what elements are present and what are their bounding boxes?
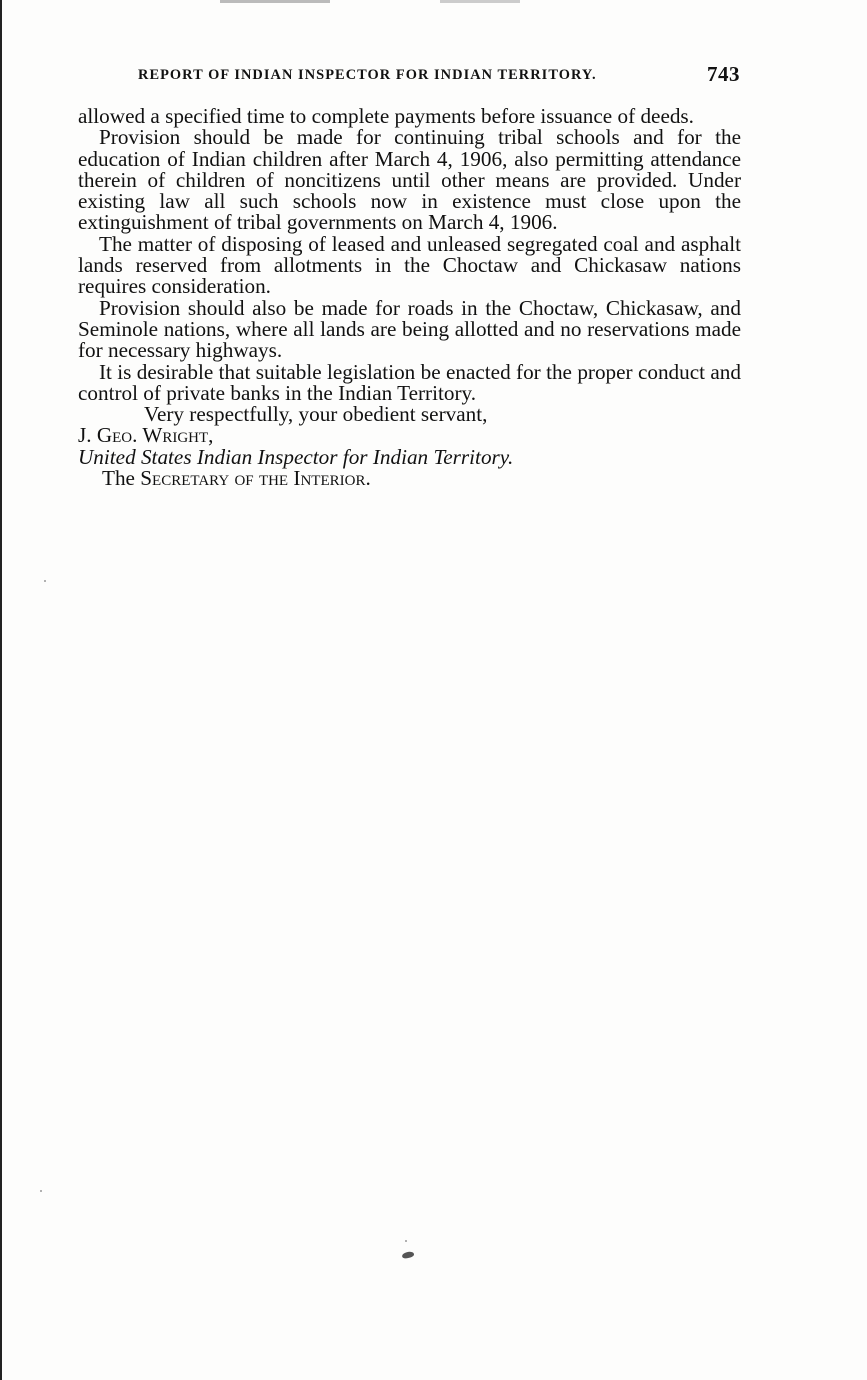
running-head xyxy=(78,62,742,86)
report-body xyxy=(78,106,741,489)
page-scan-edge xyxy=(0,0,2,1380)
scan-speck xyxy=(44,580,46,582)
scan-speck xyxy=(405,1240,407,1242)
page-number: 743 xyxy=(707,62,740,86)
addressee-name: Secretary of the Interior. xyxy=(140,466,371,491)
top-scan-artifact xyxy=(0,0,867,3)
paragraph-roads: Provision should also be made for roads in the Choctaw, Chickasaw, and Seminole nations, where all lands are being allotted and no reservations made for necessary highways. xyxy=(78,295,741,363)
paragraph-private-banks: It is desirable that suitable legislation be enacted for the proper conduct and control of private banks in the Indian Territory. xyxy=(78,359,741,405)
paragraph-tribal-schools: Provision should be made for continuing tribal schools and for the education of Indian children after March 4, 1906, also permitting attendance therein of children of noncitizens until other means are provided. Under existing law all such schools now in existence must close upon the extinguishment of tribal governments on March 4, 1906. xyxy=(78,125,741,235)
signer-title: United States Indian Inspector for Indian Territory. xyxy=(78,444,514,469)
addressee-line xyxy=(78,468,741,489)
signature-line xyxy=(78,425,741,446)
ink-smudge-mark xyxy=(401,1251,414,1260)
signer-name: J. Geo. Wright, xyxy=(78,423,214,448)
paragraph-coal-asphalt-lands: The matter of disposing of leased and unleased segregated coal and asphalt lands reserved from allotments in the Choctaw and Chickasaw nations requires consideration. xyxy=(78,231,741,299)
scan-speck xyxy=(40,1190,42,1192)
addressee-prefix: The xyxy=(102,466,135,491)
letter-closing: Very respectfully, your obedient servant, xyxy=(144,402,488,427)
paragraph-continuation: allowed a specified time to complete payments before issuance of deeds. xyxy=(78,104,694,128)
running-title: REPORT OF INDIAN INSPECTOR FOR INDIAN TERRITORY. xyxy=(138,67,597,83)
